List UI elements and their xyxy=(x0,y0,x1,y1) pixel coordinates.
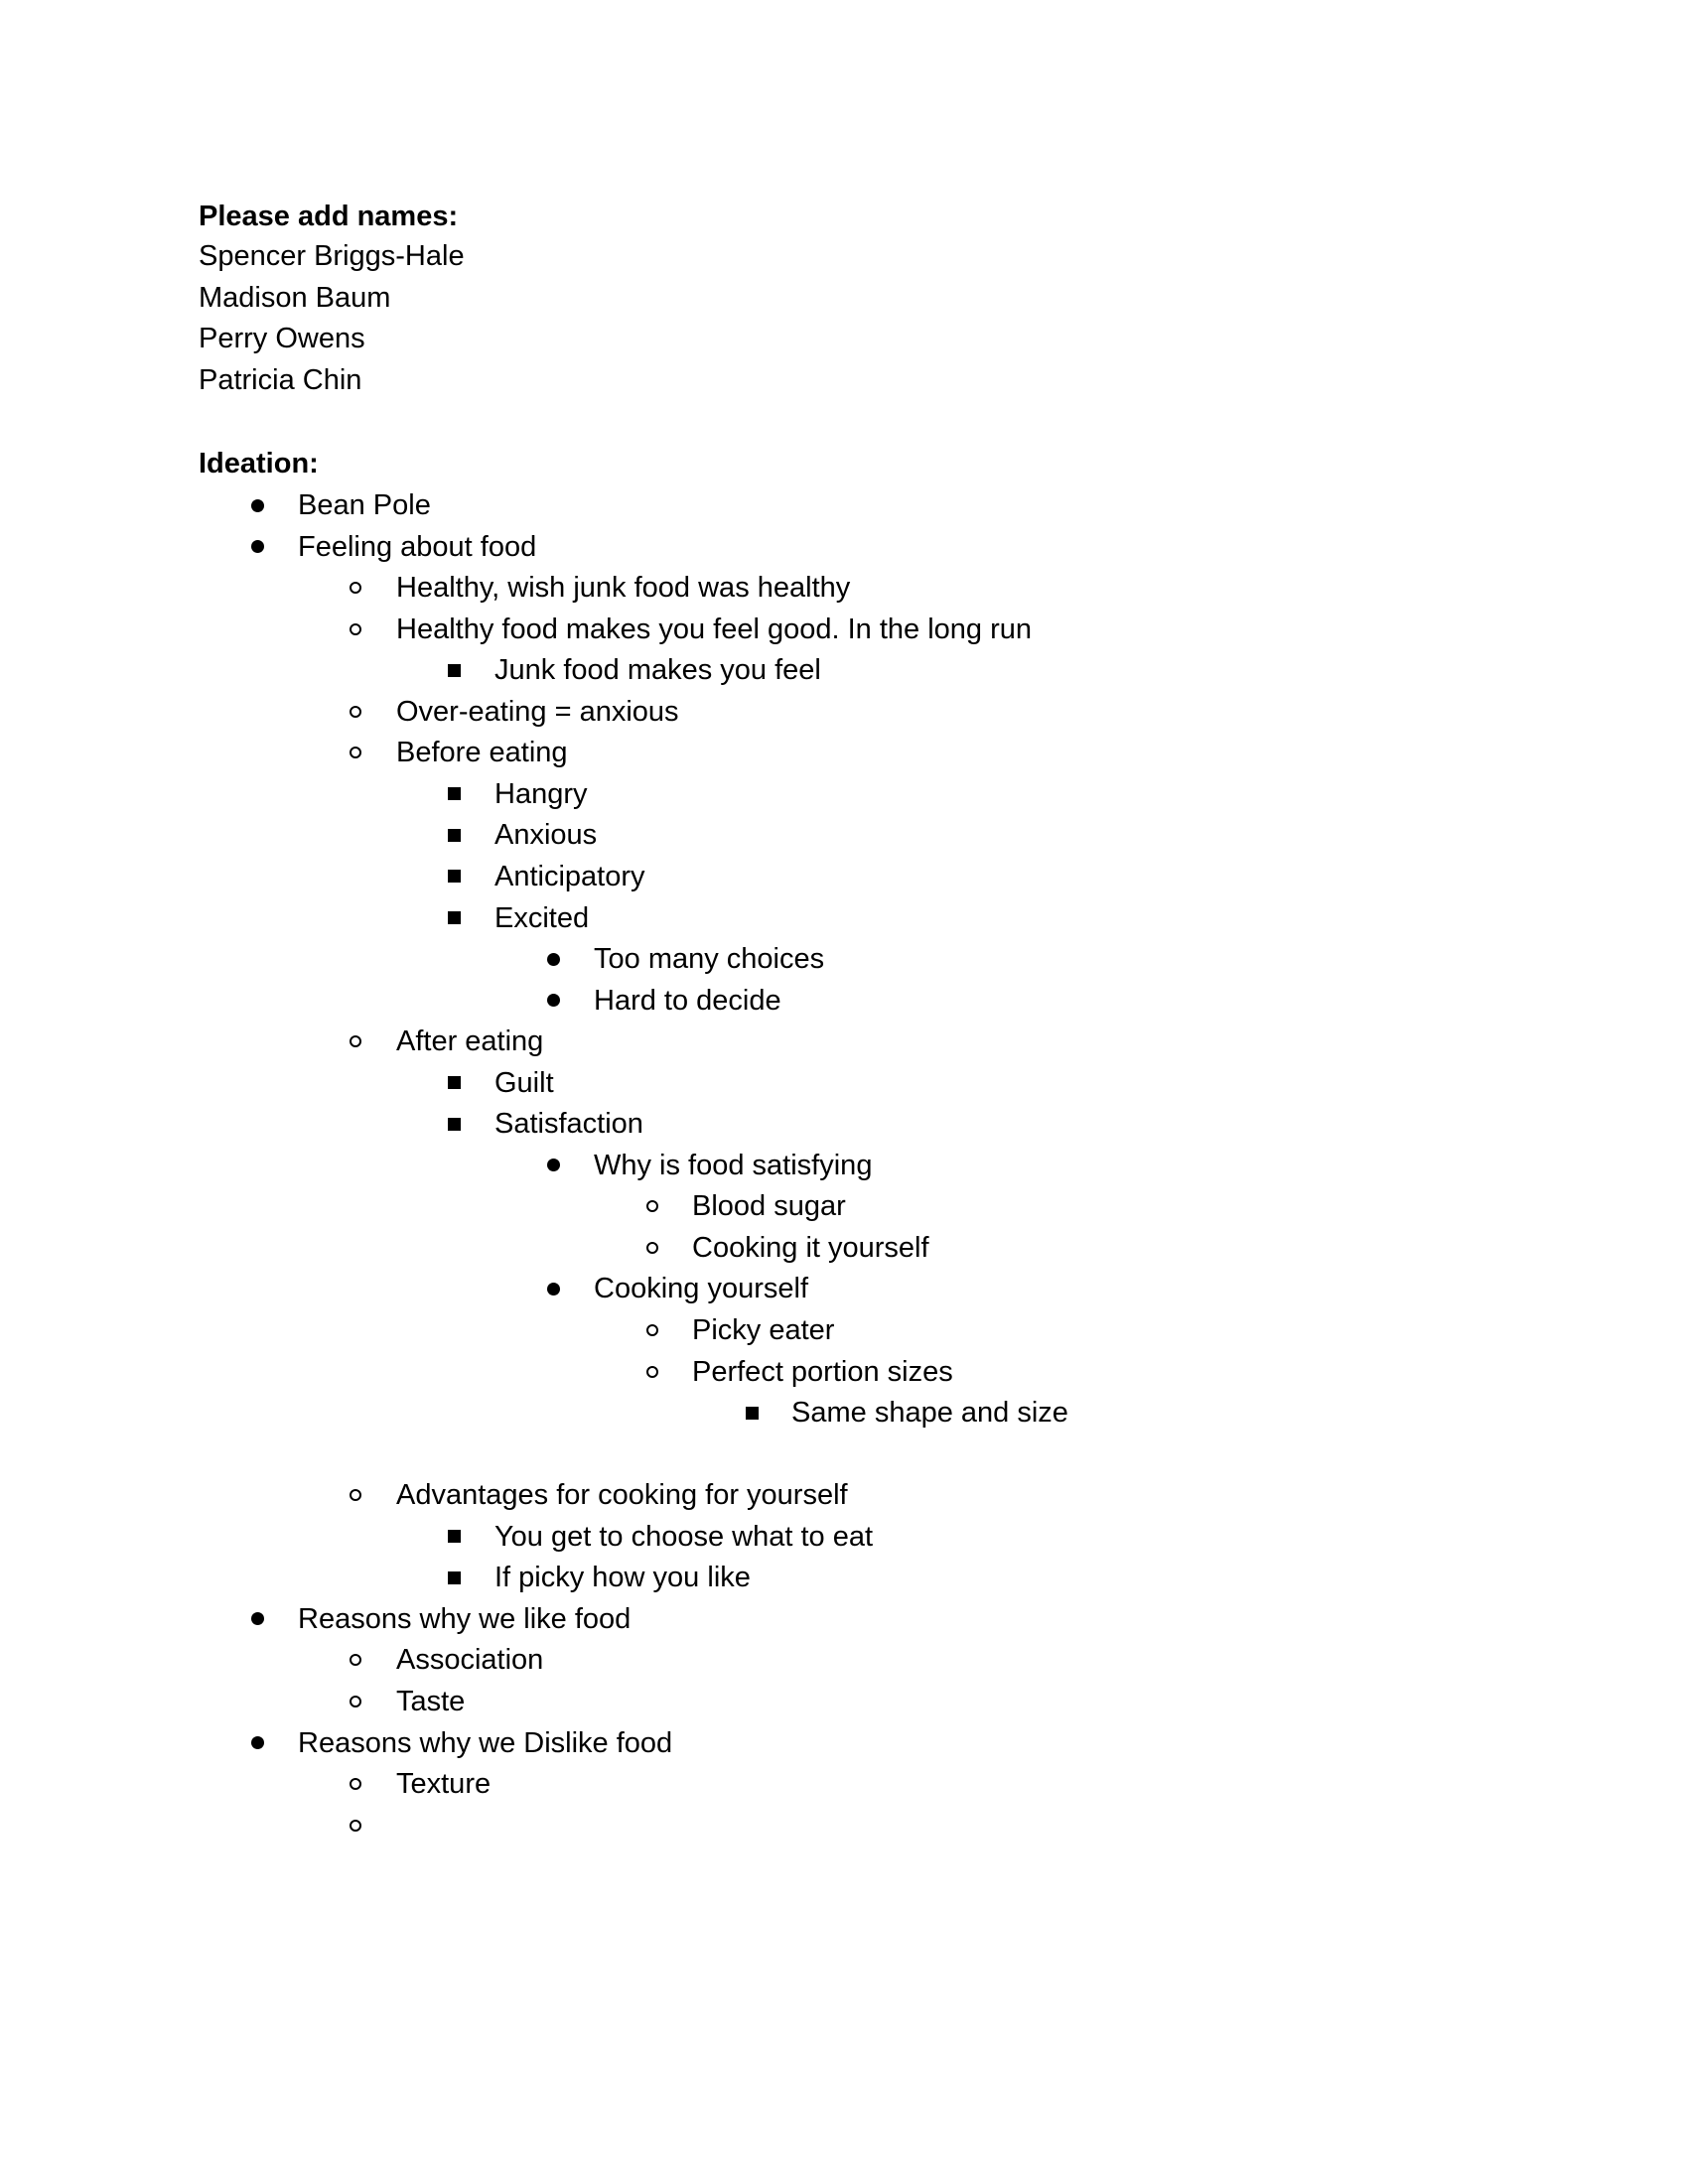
bullet-square-icon xyxy=(442,1103,466,1145)
outline-item-text: Over-eating = anxious xyxy=(396,695,679,728)
bullet-circle-icon xyxy=(344,609,367,650)
bullet-disc-icon xyxy=(245,1722,269,1764)
bullet-circle-icon xyxy=(640,1185,664,1227)
outline-item-level-2 xyxy=(0,1021,1688,1062)
bullet-circle-icon xyxy=(344,1805,367,1846)
outline-item-level-4 xyxy=(0,980,1688,1022)
bullet-square-icon xyxy=(442,649,466,691)
outline-item-level-3 xyxy=(0,814,1688,856)
outline-item-level-1 xyxy=(0,526,1688,568)
outline-item-text: You get to choose what to eat xyxy=(494,1520,874,1553)
outline-item-level-4 xyxy=(0,1145,1688,1186)
outline-item-text: Texture xyxy=(396,1768,492,1801)
outline-item-text: Healthy food makes you feel good. In the long run xyxy=(396,613,1033,645)
bullet-square-icon xyxy=(442,856,466,897)
outline-item-text: Reasons why we Dislike food xyxy=(298,1726,673,1759)
outline-item-level-3 xyxy=(0,773,1688,815)
outline-item-level-2 xyxy=(0,1639,1688,1681)
bullet-circle-icon xyxy=(344,1763,367,1805)
name-item: Patricia Chin xyxy=(199,363,362,396)
outline-item-text: Feeling about food xyxy=(298,530,537,563)
outline-item-text: Why is food satisfying xyxy=(594,1149,873,1181)
bullet-square-icon xyxy=(442,814,466,856)
outline-item-text: Healthy, wish junk food was healthy xyxy=(396,572,851,605)
bullet-disc-icon xyxy=(245,484,269,526)
outline-item-level-1 xyxy=(0,484,1688,526)
bullet-square-icon xyxy=(442,1062,466,1104)
outline-item-text: Advantages for cooking for yourself xyxy=(396,1479,848,1512)
bullet-square-icon xyxy=(442,773,466,815)
outline-item-text: Hangry xyxy=(494,777,588,810)
outline-item-level-3 xyxy=(0,1062,1688,1104)
bullet-disc-icon xyxy=(541,1145,565,1186)
bullet-circle-icon xyxy=(344,567,367,609)
bullet-square-icon xyxy=(442,1516,466,1558)
bullet-circle-icon xyxy=(344,1021,367,1062)
outline-item-text: Junk food makes you feel xyxy=(494,654,821,687)
outline-item-text: Same shape and size xyxy=(791,1397,1068,1430)
outline-item-level-3 xyxy=(0,1103,1688,1145)
outline-item-level-2 xyxy=(0,1681,1688,1722)
outline-item-text: Cooking it yourself xyxy=(692,1231,929,1264)
name-item: Perry Owens xyxy=(199,323,365,354)
outline-item-level-3 xyxy=(0,1557,1688,1598)
outline-item-level-4 xyxy=(0,938,1688,980)
outline-item-level-6 xyxy=(0,1392,1688,1433)
outline-item-text: Satisfaction xyxy=(494,1108,643,1141)
outline-item-level-2 xyxy=(0,691,1688,733)
bullet-circle-icon xyxy=(344,732,367,773)
outline-item-text: Reasons why we like food xyxy=(298,1602,632,1635)
outline-item-text: Hard to decide xyxy=(594,984,781,1017)
outline-item-level-5 xyxy=(0,1309,1688,1351)
outline-item-text: Association xyxy=(396,1644,544,1677)
bullet-disc-icon xyxy=(245,1598,269,1640)
outline-item-level-2 xyxy=(0,567,1688,609)
bullet-disc-icon xyxy=(245,526,269,568)
outline-item-text: Cooking yourself xyxy=(594,1273,808,1305)
bullet-circle-icon xyxy=(344,1474,367,1516)
outline-item-text: Excited xyxy=(494,901,590,934)
outline-item-text: Anxious xyxy=(494,819,598,852)
outline-item-text: Bean Pole xyxy=(298,489,431,521)
outline-item-level-2 xyxy=(0,1474,1688,1516)
outline-item-level-2 xyxy=(0,732,1688,773)
bullet-circle-icon xyxy=(640,1351,664,1393)
outline-item-level-3 xyxy=(0,649,1688,691)
outline-item-level-4 xyxy=(0,1268,1688,1309)
outline-item-level-5 xyxy=(0,1351,1688,1393)
ideation-heading: Ideation: xyxy=(199,448,319,479)
outline-item-level-3 xyxy=(0,856,1688,897)
outline-item-level-5 xyxy=(0,1185,1688,1227)
bullet-circle-icon xyxy=(640,1227,664,1269)
outline-item-text: Picky eater xyxy=(692,1314,835,1346)
outline-item-level-1 xyxy=(0,1722,1688,1764)
outline-item-text: Taste xyxy=(396,1685,466,1717)
outline-item-text: Before eating xyxy=(396,737,568,769)
bullet-disc-icon xyxy=(541,1268,565,1309)
bullet-square-icon xyxy=(442,897,466,939)
name-item: Madison Baum xyxy=(199,281,391,314)
outline-item-text: Guilt xyxy=(494,1066,554,1099)
blank-line xyxy=(0,1433,1688,1475)
outline-item-level-2 xyxy=(0,609,1688,650)
bullet-square-icon xyxy=(740,1392,764,1433)
bullet-circle-icon xyxy=(344,1639,367,1681)
outline-item-text: Too many choices xyxy=(594,943,825,976)
bullet-circle-icon xyxy=(344,691,367,733)
outline-item-text: Anticipatory xyxy=(494,860,645,892)
bullet-disc-icon xyxy=(541,938,565,980)
outline-item-level-2 xyxy=(0,1763,1688,1805)
names-heading: Please add names: xyxy=(199,201,459,232)
bullet-disc-icon xyxy=(541,980,565,1022)
outline-item-text: Blood sugar xyxy=(692,1190,846,1223)
bullet-square-icon xyxy=(442,1557,466,1598)
bullet-circle-icon xyxy=(344,1681,367,1722)
outline-item-text: If picky how you like xyxy=(494,1562,751,1594)
outline-item-level-3 xyxy=(0,897,1688,939)
outline-item-text: Perfect portion sizes xyxy=(692,1355,953,1388)
bullet-circle-icon xyxy=(640,1309,664,1351)
outline-item-text: After eating xyxy=(396,1025,544,1058)
name-item: Spencer Briggs-Hale xyxy=(199,240,465,272)
outline-item-level-3 xyxy=(0,1516,1688,1558)
outline-item-level-1 xyxy=(0,1598,1688,1640)
outline-item-level-2 xyxy=(0,1805,1688,1846)
outline-item-level-5 xyxy=(0,1227,1688,1269)
